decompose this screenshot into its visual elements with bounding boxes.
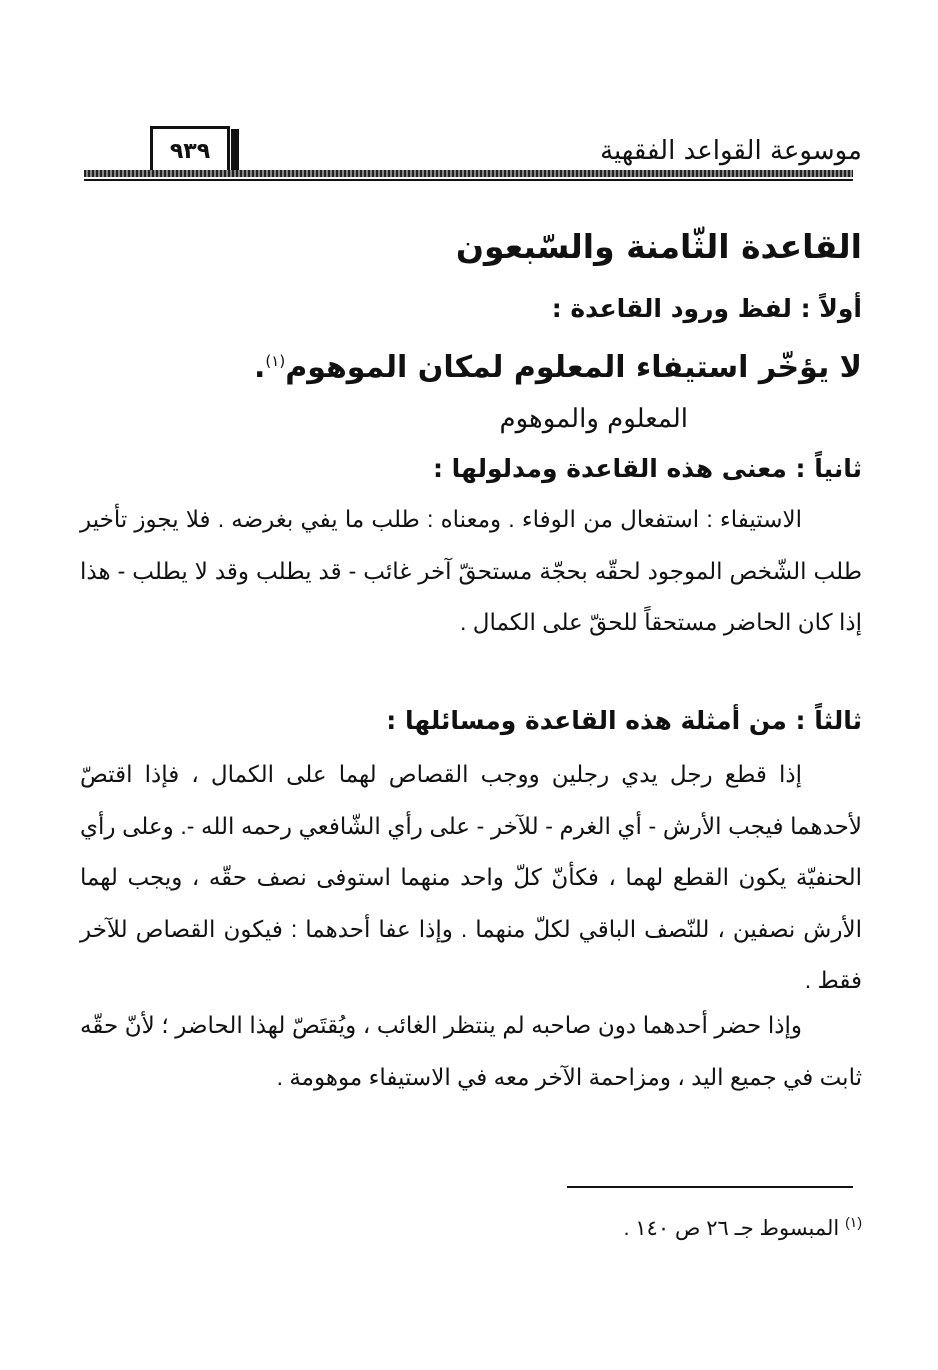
- header-rule: [84, 170, 853, 177]
- section-three-heading: ثالثاً : من أمثلة هذه القاعدة ومسائلها :: [386, 706, 862, 735]
- footnote-marker: (١): [845, 1214, 862, 1230]
- section-two-paragraph: الاستيفاء : استفعال من الوفاء . ومعناه : طلب ما يفي بغرضه . فلا يجوز تأخير طلب الشّخص الموجود لحقّه بحجّة مستحقّ آخر غائب - قد يطلب وقد لا يطلب - هذا إذا كان الحاضر مستحقاً للحقّ على الكمال .: [80, 506, 862, 635]
- section-two-heading: ثانياً : معنى هذه القاعدة ومدلولها :: [432, 454, 862, 483]
- section-three-paragraph-1: إذا قطع رجل يدي رجلين ووجب القصاص لهما على الكمال ، فإذا اقتصّ لأحدهما فيجب الأرش - أي الغرم - للآخر - على رأي الشّافعي رحمه الله -. وعلى رأي الحنفيّة يكون القطع لهما ، فكأنّ كلّ واحد منهما استوفى نصف حقّه ، ويجب لهما الأرش نصفين ، للنّصف الباقي لكلّ منهما . وإذا عفا أحدهما : فيكون القصاص للآخر فقط .: [80, 761, 862, 993]
- maxim-text: لا يؤخّر استيفاء المعلوم لمكان الموهوم: [285, 350, 862, 385]
- maxim: لا يؤخّر استيفاء المعلوم لمكان الموهوم$^{(١)}$.: [254, 350, 862, 385]
- terms-line: المعلوم والموهوم: [499, 404, 688, 434]
- footnote-text: المبسوط جـ ٢٦ ص ١٤٠ .: [623, 1217, 840, 1240]
- section-one-heading: أولاً : لفظ ورود القاعدة :: [551, 294, 862, 323]
- rule-title: القاعدة الثّامنة والسّبعون: [455, 227, 862, 266]
- page-number: ٩٣٩: [150, 126, 230, 173]
- maxim-footnote-marker: (١): [265, 352, 286, 370]
- section-three-paragraph-2: وإذا حضر أحدهما دون صاحبه لم ينتظر الغائب ، ويُقتَصّ لهذا الحاضر ؛ لأنّ حقّه ثابت في جميع اليد ، ومزاحمة الآخر معه في الاستيفاء موهومة .: [80, 1012, 862, 1090]
- footnote-rule: [567, 1186, 853, 1188]
- footnote: [80, 1202, 862, 1249]
- running-title: موسوعة القواعد الفقهية: [600, 136, 862, 166]
